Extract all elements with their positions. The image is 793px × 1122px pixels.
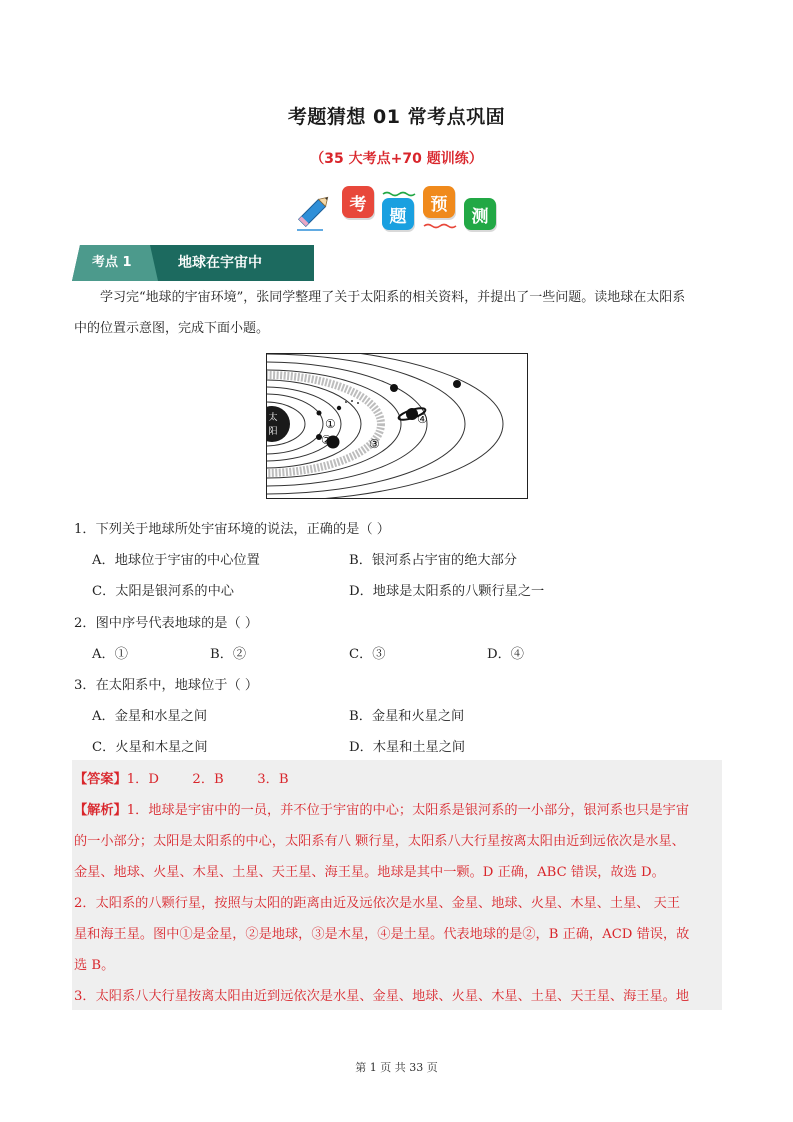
q2-option-b: B．② [210, 647, 247, 662]
q2-option-c: C．③ [349, 647, 386, 662]
q3-option-b: B．金星和火星之间 [349, 709, 465, 724]
analysis-line-4: 2．太阳系的八颗行星，按照与太阳的距离由近及远依次是水星、金星、地球、火星、木星、土星、 天王 [74, 896, 681, 911]
sun-label-1: 太 [268, 413, 278, 423]
page-number: 第 1 页 共 33 页 [355, 1061, 438, 1074]
marker-4: ④ [417, 412, 428, 426]
answer-text: 1．D 2．B 3．B [126, 772, 289, 787]
section-tag: 考点 1 [92, 255, 132, 270]
logo-char-ti: 题 [382, 198, 414, 230]
page-title: 考题猜想 01 常考点巩固 [287, 106, 506, 128]
section-banner [72, 245, 314, 281]
logo-char-yu: 预 [423, 186, 455, 218]
analysis-line-1 [74, 799, 689, 818]
analysis-line-7: 3．太阳系八大行星按离太阳由近到远依次是水星、金星、地球、火星、木星、土星、天王星、海王星。地 [74, 989, 690, 1004]
q1-option-b: B．银河系占宇宙的绝大部分 [349, 553, 517, 568]
analysis-line-5: 星和海王星。图中①是金星，②是地球，③是木星，④是土星。代表地球的是②，B 正确，ACD 错误，故 [74, 927, 690, 942]
exam-prediction-logo [293, 182, 503, 236]
analysis-line-6: 选 B。 [74, 958, 115, 973]
q1-option-c: C．太阳是银河系的中心 [92, 584, 234, 599]
question-2-stem: 2．图中序号代表地球的是（ ） [74, 616, 259, 631]
logo-char-kao: 考 [342, 186, 374, 218]
logo-char-ce: 测 [464, 198, 496, 230]
sun-label-2: 阳 [268, 427, 278, 437]
analysis-line-2: 的一小部分；太阳是太阳系的中心，太阳系有八 颗行星，太阳系八大行星按离太阳由近到远依次是水星、 [74, 834, 685, 849]
marker-2: ② [321, 433, 332, 447]
q3-option-a: A．金星和水星之间 [92, 709, 208, 724]
q2-option-a: A．① [92, 647, 128, 662]
wave-decoration-icon [293, 182, 503, 236]
planet-uranus [390, 384, 398, 392]
answer-label: 【答案】 [74, 772, 127, 787]
analysis-label: 【解析】 [74, 803, 127, 818]
planet-1 [317, 411, 322, 416]
q1-option-d: D．地球是太阳系的八颗行星之一 [349, 584, 545, 599]
marker-1: ① [325, 417, 336, 431]
page-subtitle: （35 大考点+70 题训练） [310, 151, 483, 167]
analysis-text-1: 1．地球是宇宙中的一员，并不位于宇宙的中心；太阳系是银河系的一小部分，银河系也只是宇宙 [126, 803, 690, 818]
question-1-stem: 1．下列关于地球所处宇宙环境的说法，正确的是（ ） [74, 522, 390, 537]
answer-line [74, 768, 289, 787]
q2-option-d: D．④ [487, 647, 524, 662]
answer-panel [72, 760, 722, 1010]
planet-neptune [453, 380, 461, 388]
q1-option-a: A．地球位于宇宙的中心位置 [92, 553, 260, 568]
intro-paragraph [74, 282, 724, 344]
solar-system-diagram [266, 353, 528, 499]
intro-line-2: 中的位置示意图，完成下面小题。 [74, 321, 270, 336]
analysis-line-3: 金星、地球、火星、木星、土星、天王星、海王星。地球是其中一颗。D 正确，ABC 错误，故选 D。 [74, 865, 665, 880]
planet-mars [337, 406, 341, 410]
section-name: 地球在宇宙中 [178, 255, 262, 271]
q3-option-d: D．木星和土星之间 [349, 740, 466, 755]
marker-3: ③ [369, 437, 380, 451]
question-3-stem: 3．在太阳系中，地球位于（ ） [74, 678, 259, 693]
intro-line-1: 学习完“地球的宇宙环境”，张同学整理了关于太阳系的相关资料，并提出了一些问题。读地球在太阳系 [100, 290, 686, 305]
q3-option-c: C．火星和木星之间 [92, 740, 208, 755]
